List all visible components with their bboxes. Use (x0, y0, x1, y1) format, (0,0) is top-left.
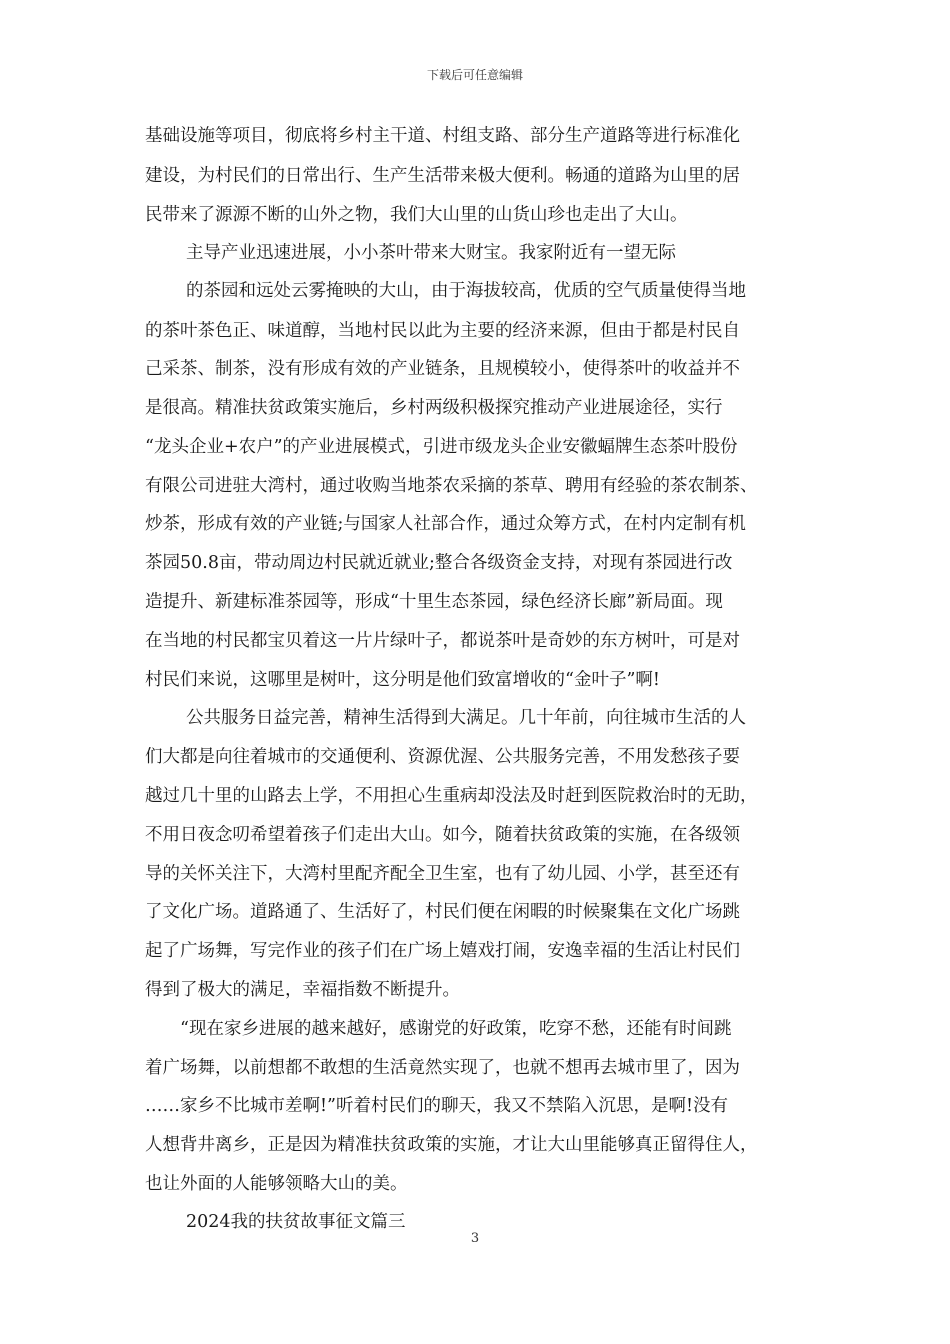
text-line: “现在家乡进展的越来越好，感谢党的好政策，吃穿不愁，还能有时间跳 (180, 1019, 732, 1039)
text-line: 的茶叶茶色正、味道醇，当地村民以此为主要的经济来源，但由于都是村民自 (145, 321, 740, 341)
text-line: 主导产业迅速进展，小小茶叶带来大财宝。我家附近有一望无际 (186, 243, 676, 263)
text-line: 导的关怀关注下，大湾村里配齐配全卫生室，也有了幼儿园、小学，甚至还有 (145, 864, 740, 884)
text-line: 越过几十里的山路去上学，不用担心生重病却没法及时赶到医院救治时的无助， (145, 786, 758, 806)
text-line: 公共服务日益完善，精神生活得到大满足。几十年前，向往城市生活的人 (186, 708, 746, 728)
text-line: 己采茶、制茶，没有形成有效的产业链条，且规模较小，使得茶叶的收益并不 (145, 359, 740, 379)
text-line: 有限公司进驻大湾村，通过收购当地茶农采摘的茶草、聘用有经验的茶农制茶、 (145, 476, 758, 496)
text-line: 了文化广场。道路通了、生活好了，村民们便在闲暇的时候聚集在文化广场跳 (145, 902, 740, 922)
text-line: 茶园50.8亩，带动周边村民就近就业;整合各级资金支持，对现有茶园进行改 (145, 553, 733, 573)
text-line: 基础设施等项目，彻底将乡村主干道、村组支路、部分生产道路等进行标准化 (145, 126, 740, 146)
text-line: 们大都是向往着城市的交通便利、资源优渥、公共服务完善，不用发愁孩子要 (145, 747, 740, 767)
text-line: 民带来了源源不断的山外之物，我们大山里的山货山珍也走出了大山。 (145, 205, 688, 225)
text-line: “龙头企业+农户”的产业进展模式，引进市级龙头企业安徽蝠牌生态茶叶股份 (145, 437, 738, 457)
text-line: ……家乡不比城市差啊!”听着村民们的聊天，我又不禁陷入沉思，是啊!没有 (145, 1096, 729, 1116)
page-header: 下载后可任意编辑 (426, 68, 523, 82)
text-line: 在当地的村民都宝贝着这一片片绿叶子，都说茶叶是奇妙的东方树叶，可是对 (145, 631, 740, 651)
text-line: 也让外面的人能够领略大山的美。 (145, 1174, 408, 1194)
text-line: 不用日夜念叨希望着孩子们走出大山。如今，随着扶贫政策的实施，在各级领 (145, 825, 740, 845)
text-line: 起了广场舞，写完作业的孩子们在广场上嬉戏打闹，安逸幸福的生活让村民们 (145, 941, 740, 961)
text-line: 建设，为村民们的日常出行、生产生活带来极大便利。畅通的道路为山里的居 (145, 166, 740, 186)
text-line: 村民们来说，这哪里是树叶，这分明是他们致富增收的“金叶子”啊! (145, 670, 660, 690)
text-line: 得到了极大的满足，幸福指数不断提升。 (145, 980, 460, 1000)
text-line: 着广场舞，以前想都不敢想的生活竟然实现了，也就不想再去城市里了，因为 (145, 1058, 740, 1078)
text-line: 人想背井离乡，正是因为精准扶贫政策的实施，才让大山里能够真正留得住人， (145, 1135, 758, 1155)
text-line: 炒茶，形成有效的产业链;与国家人社部合作，通过众筹方式，在村内定制有机 (145, 514, 746, 534)
text-line: 是很高。精准扶贫政策实施后，乡村两级积极探究推动产业进展途径，实行 (145, 398, 723, 418)
text-line: 的茶园和远处云雾掩映的大山，由于海拔较高，优质的空气质量使得当地 (186, 281, 746, 301)
section-heading: 2024我的扶贫故事征文篇三 (186, 1212, 406, 1232)
text-line: 造提升、新建标准茶园等，形成“十里生态茶园，绿色经济长廊”新局面。现 (145, 592, 723, 612)
page-number: 3 (470, 1231, 480, 1246)
